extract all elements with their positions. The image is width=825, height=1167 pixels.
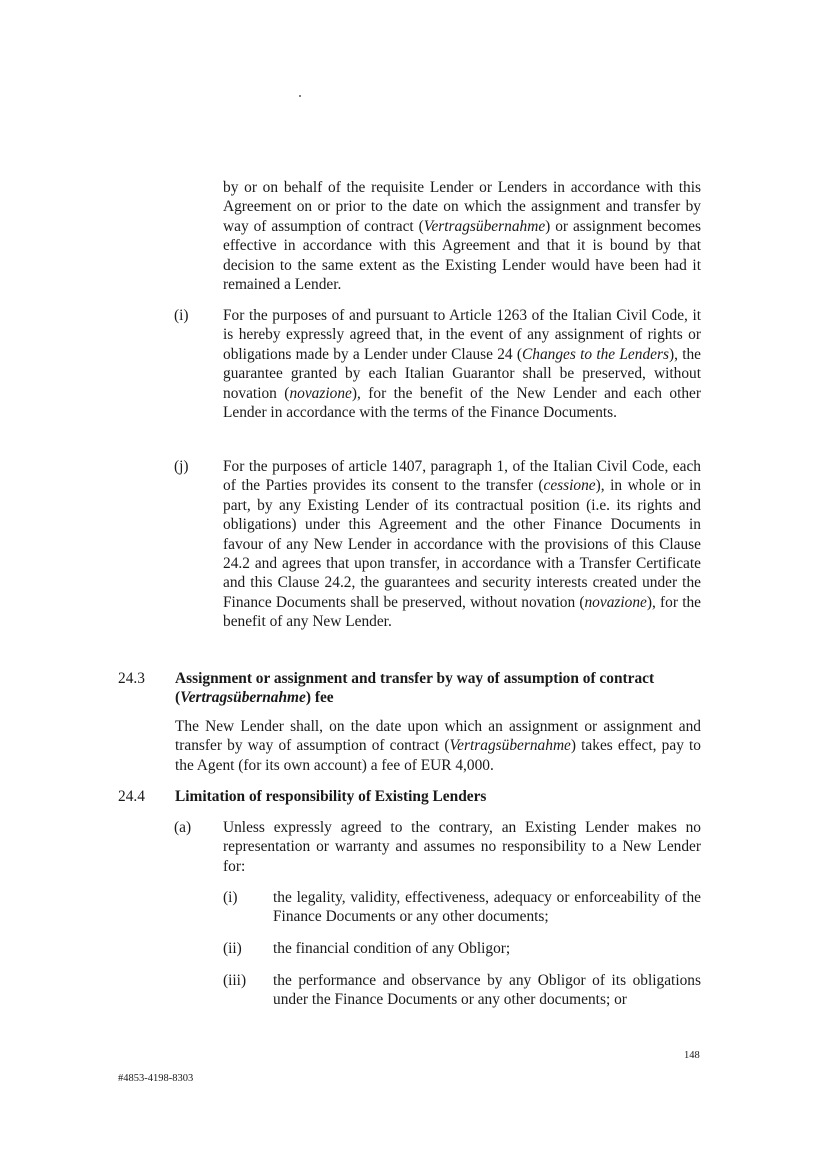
clause-24-3-heading-2: ) fee bbox=[305, 689, 334, 707]
clause-24-4-a-label: (a) bbox=[174, 819, 192, 836]
clause-24-4-number: 24.4 bbox=[118, 788, 145, 805]
sub-item-label: (ii) bbox=[223, 940, 242, 957]
para-j-text-1: For the purposes of article 1407, paragraph 1, of the Italian Civil Code, each of the Parties provides its consent to the transfer ( bbox=[223, 458, 701, 495]
para-i-text bbox=[223, 306, 701, 422]
clause-24-3-heading-italic: Vertragsübernahme bbox=[180, 689, 306, 707]
sub-item-text: the performance and observance by any Obligor of its obligations under the Finance Documents or any other documents; or bbox=[273, 972, 701, 1009]
page-number: 148 bbox=[684, 1050, 700, 1061]
document-id: #4853-4198-8303 bbox=[118, 1073, 194, 1084]
para-i-label: (i) bbox=[174, 307, 189, 324]
clause-24-4-heading: Limitation of responsibility of Existing Lenders bbox=[175, 788, 487, 805]
continuation-italic-term: Vertragsübernahme bbox=[423, 217, 546, 235]
clause-24-3-body-1: The New Lender shall, on the date upon which an assignment or assignment and transfer by way of assumption of contract ( bbox=[175, 718, 701, 755]
para-j-italic-2: novazione bbox=[584, 593, 647, 611]
para-i-text-1: For the purposes of and pursuant to Article 1263 of the Italian Civil Code, it is hereby expressly agreed that, in the event of any assignment of rights or obligations made by a Lender under Clause 24 ( bbox=[223, 307, 701, 363]
para-i-text-2: ), the guarantee granted by each Italian Guarantor shall be preserved, without novation ( bbox=[223, 345, 701, 402]
sub-item-label: (i) bbox=[223, 889, 238, 906]
clause-24-3-number: 24.3 bbox=[118, 670, 145, 687]
para-i-italic-1: Changes to the Lenders bbox=[521, 345, 669, 363]
clause-24-3-heading-1: Assignment or assignment and transfer by way of assumption of contract ( bbox=[175, 670, 655, 707]
para-i-italic-2: novazione bbox=[289, 384, 352, 402]
para-j-text bbox=[223, 457, 701, 632]
clause-24-3-body-italic: Vertragsübernahme bbox=[449, 737, 571, 755]
clause-24-3-heading bbox=[175, 669, 705, 708]
para-i-text-3: ), for the benefit of the New Lender and each other Lender in accordance with the terms of the Finance Documents. bbox=[223, 384, 701, 422]
sub-item-label: (iii) bbox=[223, 972, 247, 989]
clause-24-3-body bbox=[175, 717, 701, 775]
para-j-italic-1: cessione bbox=[543, 477, 596, 495]
clause-24-4-a-text: Unless expressly agreed to the contrary, an Existing Lender makes no representation or warranty and assumes no responsibility to a New Lender for: bbox=[223, 819, 701, 875]
para-j-text-3: ), for the benefit of any New Lender. bbox=[223, 593, 702, 631]
sub-item-text: the legality, validity, effectiveness, adequacy or enforceability of the Finance Documents or any other documents; bbox=[273, 889, 701, 926]
sub-item-text: the financial condition of any Obligor; bbox=[273, 940, 511, 957]
continuation-paragraph bbox=[223, 178, 701, 294]
clause-24-3-body-2: ) takes effect, pay to the Agent (for its own account) a fee of EUR 4,000. bbox=[175, 737, 701, 774]
stray-mark bbox=[299, 95, 301, 97]
para-j-text-2: ), in whole or in part, by any Existing Lender of its contractual position (i.e. its rights and obligations) under this Agreement and the other Finance Documents in favour of any New Lender in accordance with the provisions of this Clause 24.2 and agrees that upon transfer, in accordance with a Transfer Certificate and this Clause 24.2, the guarantees and security interests created under the Finance Documents shall be preserved, without novation ( bbox=[223, 477, 701, 611]
continuation-text: by or on behalf of the requisite Lender or Lenders in accordance with this Agreement on or prior to the date on which the assignment and transfer by way of assumption of contract (Vertragsübernahme) or assignment becomes effective in accordance with this Agreement and that it is bound by that decision to the same extent as the Existing Lender would have been had it remained a Lender. bbox=[223, 179, 701, 294]
para-j-label: (j) bbox=[174, 458, 189, 475]
